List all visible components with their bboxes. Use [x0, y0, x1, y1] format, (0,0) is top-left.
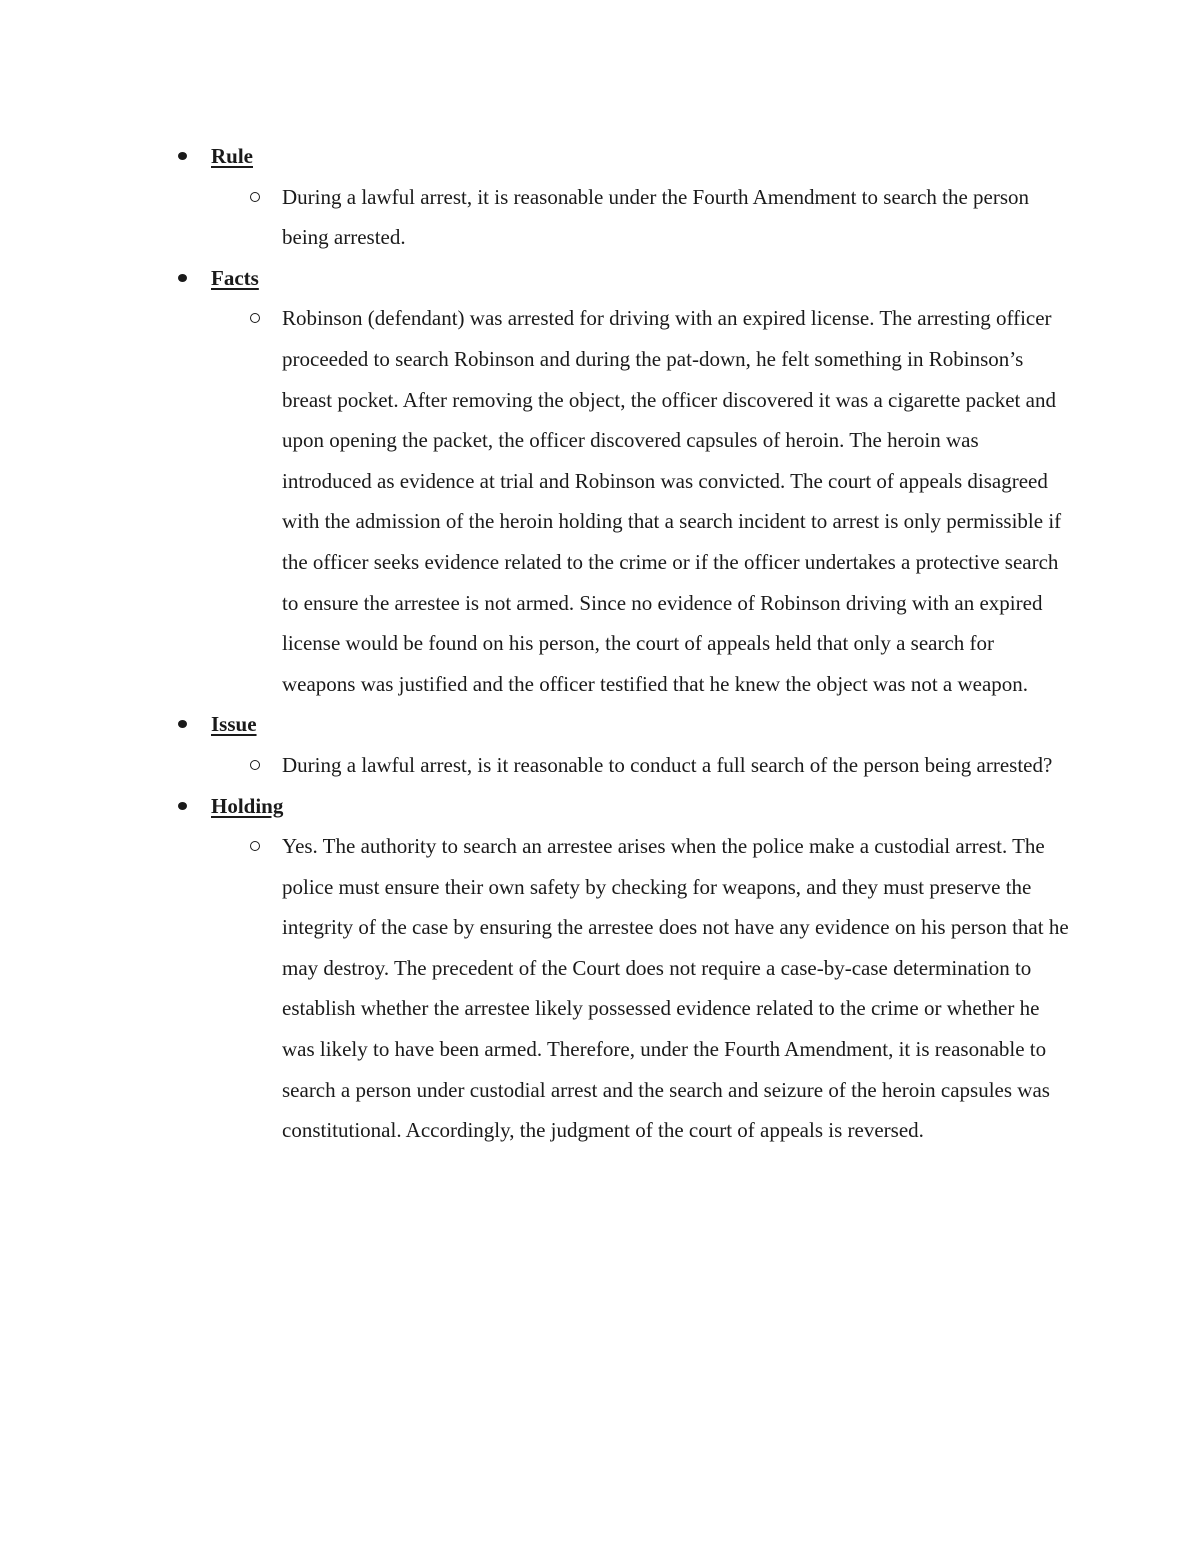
section-heading-issue: Issue — [211, 712, 257, 737]
hollow-bullet-icon — [250, 760, 260, 770]
section-heading-rule: Rule — [211, 144, 253, 168]
heading-row — [0, 136, 1200, 177]
rule-text: During a lawful arrest, it is reasonable under the Fourth Amendment to search the person being arrested. — [282, 184, 1030, 250]
sub-item — [0, 298, 1200, 704]
facts-text: Robinson (defendant) was arrested for driving with an expired license. The arresting officer proceeded to search Robinson and during the pat-down, he felt something in Robinson’s breast pocket. After removing the object, the officer discovered it was a cigarette packet and upon opening the packet, the officer discovered capsules of heroin. The heroin was introduced as evidence at trial and Robinson was convicted. The court of appeals disagreed with the admission of the heroin holding that a search incident to arrest is only permissible if the officer seeks evidence related to the crime or if the officer undertakes a protective search to ensure the arrestee is not armed. Since no evidence of Robinson driving with an expired license would be found on his person, the court of appeals held that only a search for weapons was justified and the officer testified that he knew the object was not a weapon. — [282, 306, 1062, 696]
heading-row — [0, 258, 1200, 299]
sub-item — [0, 826, 1200, 1151]
bullet-icon — [178, 152, 187, 160]
case-brief-outline — [0, 136, 1200, 1151]
sub-item — [0, 177, 1200, 258]
holding-text: Yes. The authority to search an arrestee arises when the police make a custodial arrest. The police must ensure their own safety by checking for weapons, and they must preserve the integrity of the case by ensuring the arrestee does not have any evidence on his person that he may destroy. The precedent of the Court does not require a case-by-case determination to establish whether the arrestee likely possessed evidence related to the crime or whether he was likely to have been armed. Therefore, under the Fourth Amendment, it is reasonable to search a person under custodial arrest and the search and seizure of the heroin capsules was constitutional. Accordingly, the judgment of the court of appeals is reversed. — [282, 834, 1069, 1143]
section-heading-facts: Facts — [211, 265, 259, 290]
section-holding — [0, 786, 1200, 1151]
hollow-bullet-icon — [250, 841, 260, 851]
section-rule — [0, 136, 1200, 258]
section-facts — [0, 258, 1200, 705]
sub-item — [0, 745, 1200, 786]
hollow-bullet-icon — [250, 313, 260, 323]
section-issue — [0, 704, 1200, 785]
section-heading-holding: Holding — [211, 793, 284, 818]
heading-row — [0, 704, 1200, 745]
bullet-icon — [178, 274, 187, 282]
bullet-icon — [178, 720, 187, 728]
issue-text: During a lawful arrest, is it reasonable to conduct a full search of the person being arrested? — [282, 752, 1053, 777]
hollow-bullet-icon — [250, 192, 260, 202]
heading-row — [0, 786, 1200, 827]
bullet-icon — [178, 802, 187, 810]
